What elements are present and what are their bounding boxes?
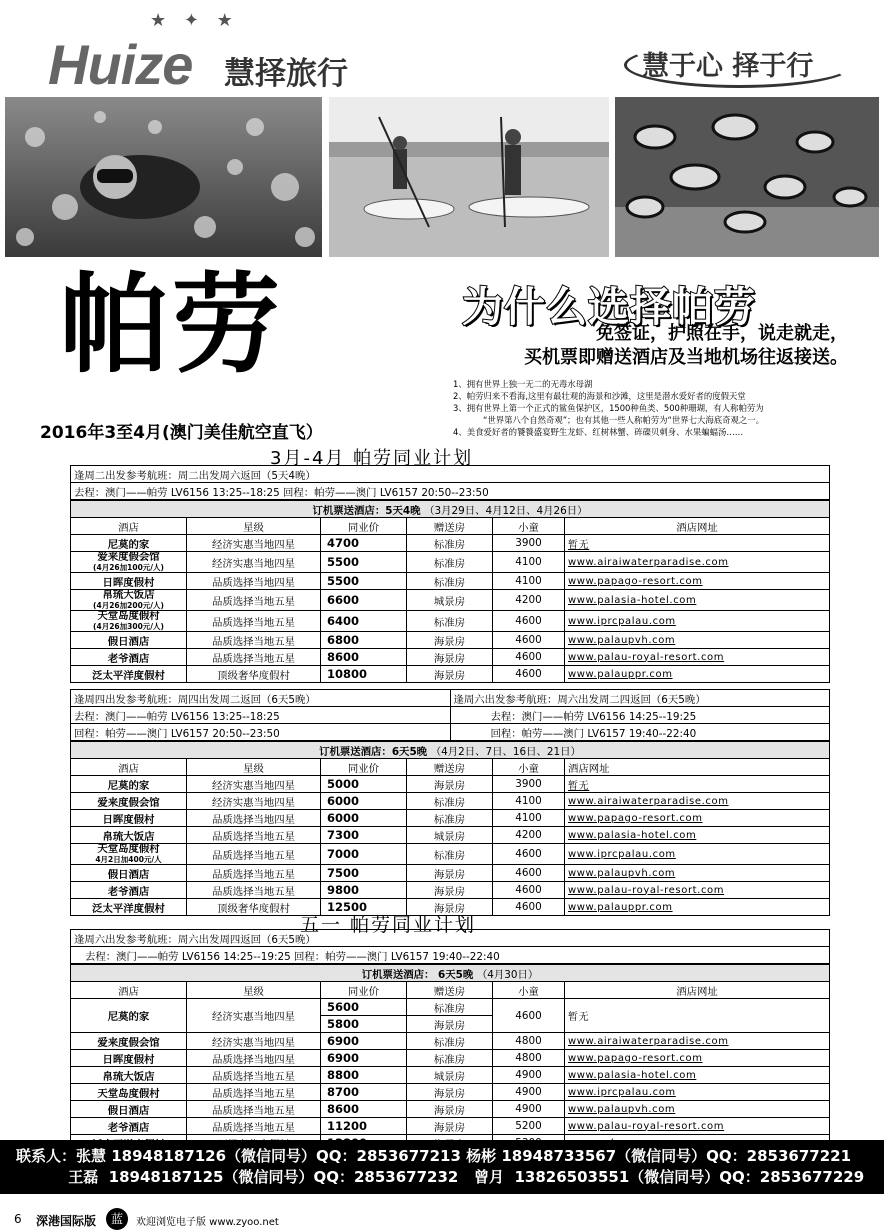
- plan2-table: [70, 689, 830, 916]
- hotel-name: [71, 1050, 187, 1067]
- feature-list: [453, 378, 883, 438]
- hotel-name: [71, 827, 187, 844]
- hotel-room: 海景房: [407, 1101, 493, 1118]
- table-row: [71, 666, 830, 683]
- hotel-name: [71, 844, 187, 865]
- hotel-star: 品质选择当地四星: [187, 810, 321, 827]
- date-line: 2016年3至4月(澳门美佳航空直飞）: [40, 423, 323, 443]
- destination-title: 帕劳: [60, 263, 285, 388]
- hotel-url[interactable]: www.airaiwaterparadise.com: [565, 552, 830, 573]
- hotel-child: 4600: [493, 649, 565, 666]
- hotel-name: [71, 590, 187, 611]
- hotel-price: 8800: [321, 1067, 407, 1084]
- feature-item: 3、拥有世界上第一个正式的鲨鱼保护区，1500种鱼类、500种珊瑚，有人称帕劳为: [453, 403, 764, 413]
- hotel-name: [71, 535, 187, 552]
- hotel-name: [71, 649, 187, 666]
- hotel-surcharge-note: (4月26加100元/人): [93, 563, 164, 572]
- hotel-star: 品质选择当地五星: [187, 611, 321, 632]
- footer: [0, 1203, 884, 1230]
- hotel-name: [71, 882, 187, 899]
- hotel-url[interactable]: www.iprcpalau.com: [565, 611, 830, 632]
- hotel-room: 标准房: [407, 999, 493, 1016]
- hotel-child: 3900: [493, 776, 565, 793]
- hotel-name: [71, 573, 187, 590]
- photo-jellyfish: [5, 97, 322, 257]
- hotel-star: 品质选择当地五星: [187, 1067, 321, 1084]
- hotel-url[interactable]: www.palauppr.com: [565, 899, 830, 916]
- hotel-name: [71, 810, 187, 827]
- hotel-url[interactable]: www.palasia-hotel.com: [565, 827, 830, 844]
- hotel-room: 海景房: [407, 649, 493, 666]
- flight-note: 逢周六出发参考航班：周六出发周四返回（6天5晚）: [71, 930, 830, 947]
- hotel-star: 经济实惠当地四星: [187, 999, 321, 1033]
- hotel-label: 爱来度假会馆: [97, 796, 160, 809]
- table-row: [71, 865, 830, 882]
- hotel-price: 8600: [321, 1101, 407, 1118]
- hotel-label: 爱来度假会馆: [97, 551, 160, 563]
- hotel-child: 4800: [493, 1033, 565, 1050]
- hotel-room: 标准房: [407, 535, 493, 552]
- page-number: 6: [14, 1212, 22, 1226]
- hotel-room: 标准房: [407, 552, 493, 573]
- hotel-price: 5500: [321, 573, 407, 590]
- hotel-name: [71, 1084, 187, 1101]
- hotel-child: 4600: [493, 999, 565, 1033]
- hotel-child: 4900: [493, 1101, 565, 1118]
- photo-fish: [615, 97, 879, 257]
- hotel-label: 老爷酒店: [107, 885, 150, 898]
- hotel-room: 标准房: [407, 793, 493, 810]
- col-star: 星级: [187, 982, 321, 999]
- hotel-url[interactable]: www.palasia-hotel.com: [565, 1067, 830, 1084]
- hotel-child: 4100: [493, 573, 565, 590]
- hotel-room: 海景房: [407, 865, 493, 882]
- hotel-price: 6400: [321, 611, 407, 632]
- hotel-star: 品质选择当地五星: [187, 827, 321, 844]
- hotel-name: [71, 865, 187, 882]
- package-dates: （4月2日、7日、16日、21日）: [430, 745, 581, 758]
- hotel-url[interactable]: www.papago-resort.com: [565, 573, 830, 590]
- hotel-price: 7300: [321, 827, 407, 844]
- hotel-child: 4600: [493, 844, 565, 865]
- hotel-label: 帛琉大饭店: [102, 589, 155, 601]
- col-hotel: 酒店: [71, 518, 187, 535]
- hotel-star: 品质选择当地五星: [187, 865, 321, 882]
- hotel-room: 标准房: [407, 1033, 493, 1050]
- why-title: 为什么选择帕劳: [462, 283, 756, 331]
- hotel-label: 日晖度假村: [102, 576, 155, 589]
- hotel-url[interactable]: www.iprcpalau.com: [565, 1084, 830, 1101]
- package-header: [71, 742, 830, 759]
- hotel-child: 4200: [493, 827, 565, 844]
- table-row: [71, 1067, 830, 1084]
- huize-logo: [40, 10, 370, 96]
- pitch-line: 买机票即赠送酒店及当地机场往返接送。: [524, 347, 848, 368]
- table-row: [71, 611, 830, 632]
- hotel-star: 品质选择当地五星: [187, 590, 321, 611]
- hotel-child: 4600: [493, 882, 565, 899]
- pitch: [468, 322, 848, 370]
- contact-line: 联系人：张慧 18948187126（微信同号）QQ：2853677213 杨彬 18948733567（微信同号）QQ：2853677221: [16, 1147, 852, 1165]
- slogan-badge: [620, 36, 870, 88]
- hotel-url: 暂无: [565, 535, 830, 552]
- flight-note-right: 逢周六出发参考航班：周六出发周二四返回（6天5晚）: [450, 690, 830, 707]
- col-room: 赠送房: [407, 982, 493, 999]
- table-row: [71, 793, 830, 810]
- hotel-price: 6600: [321, 590, 407, 611]
- col-room: 赠送房: [407, 518, 493, 535]
- hotel-label: 天堂岛度假村: [97, 610, 160, 622]
- hotel-star: 品质选择当地五星: [187, 1101, 321, 1118]
- plan3-table: [70, 929, 830, 1152]
- hotel-star: 经济实惠当地四星: [187, 793, 321, 810]
- hotel-name: 尼莫的家: [71, 999, 187, 1033]
- header-row: [71, 759, 830, 776]
- hotel-star: 品质选择当地五星: [187, 882, 321, 899]
- hotel-url[interactable]: www.palaupvh.com: [565, 865, 830, 882]
- table-row: [71, 649, 830, 666]
- col-hotel: 酒店: [71, 982, 187, 999]
- hotel-url[interactable]: www.palasia-hotel.com: [565, 590, 830, 611]
- photo-paddleboard: [329, 97, 609, 257]
- flight-line: 去程：澳门——帕劳 LV6156 14:25--19:25 回程：帕劳——澳门 LV6157 19:40--22:40: [71, 947, 830, 964]
- hotel-label: 天堂岛度假村: [97, 843, 160, 855]
- table-row: [71, 844, 830, 865]
- hotel-name: [71, 1033, 187, 1050]
- feature-item: 4、美食爱好者的饕餮盛宴野生龙虾、红树林蟹、砗磲贝刺身、水果蝙蝠汤……: [453, 427, 744, 437]
- flight-note-left: 逢周四出发参考航班：周四出发周二返回（6天5晚）: [71, 690, 451, 707]
- hotel-label: 泛太平洋度假村: [92, 669, 165, 682]
- hotel-room: 海景房: [407, 1084, 493, 1101]
- hotel-price: 10800: [321, 666, 407, 683]
- hotel-url[interactable]: www.papago-resort.com: [565, 810, 830, 827]
- hotel-label: 老爷酒店: [107, 652, 150, 665]
- plan1-title: 3月-4月 帕劳同业计划: [270, 448, 474, 469]
- hotel-price: 8600: [321, 649, 407, 666]
- hotel-star: 品质选择当地五星: [187, 844, 321, 865]
- hotel-child: 4600: [493, 865, 565, 882]
- hotel-label: 日晖度假村: [102, 1053, 155, 1066]
- stars-icon: ★ ✦ ★: [150, 10, 239, 31]
- contact-line: 王磊 18948187125（微信同号）QQ：2853677232 曾月 13826503551（微信同号）QQ：2853677229: [16, 1168, 865, 1186]
- hotel-url: 暂无: [565, 776, 830, 793]
- hotel-label: 假日酒店: [107, 635, 150, 648]
- hotel-price: 4700: [321, 535, 407, 552]
- table-row: [71, 882, 830, 899]
- hotel-url[interactable]: www.palau-royal-resort.com: [565, 882, 830, 899]
- return-left: 回程：帕劳——澳门 LV6157 20:50--23:50: [71, 724, 451, 741]
- hotel-name: [71, 776, 187, 793]
- hotel-star: 品质选择当地四星: [187, 573, 321, 590]
- hotel-label: 尼莫的家: [107, 779, 150, 792]
- col-child: 小童: [493, 982, 565, 999]
- hotel-price: 5600: [321, 999, 407, 1016]
- hotel-price: 7500: [321, 865, 407, 882]
- hotel-room: 海景房: [407, 1016, 493, 1033]
- header-row: [71, 982, 830, 999]
- hotel-price: 5500: [321, 552, 407, 573]
- table-row: [71, 573, 830, 590]
- edition-badge-icon: 蓝: [106, 1208, 128, 1230]
- hotel-price: 6800: [321, 632, 407, 649]
- table-row: [71, 776, 830, 793]
- hotel-child: 4100: [493, 810, 565, 827]
- hotel-room: 标准房: [407, 844, 493, 865]
- package-dates: （3月29日、4月12日、4月26日）: [424, 504, 588, 517]
- hotel-child: 4900: [493, 1067, 565, 1084]
- hotel-price: 8700: [321, 1084, 407, 1101]
- hotel-room: 海景房: [407, 1118, 493, 1135]
- hotel-child: 4800: [493, 1050, 565, 1067]
- col-room: 赠送房: [407, 759, 493, 776]
- hotel-child: 4600: [493, 632, 565, 649]
- edition-label: 深港国际版: [36, 1214, 97, 1228]
- outbound-left: 去程：澳门——帕劳 LV6156 13:25--18:25: [71, 707, 451, 724]
- package-label: 订机票送酒店： 6天5晚: [361, 968, 474, 981]
- hotel-price: 6900: [321, 1050, 407, 1067]
- hotel-name: [71, 611, 187, 632]
- package-label: 订机票送酒店：6天5晚: [319, 745, 428, 758]
- hotel-name: [71, 793, 187, 810]
- feature-item: 2、帕劳归来不看海,这里有最壮观的海景和沙滩，这里是潜水爱好者的度假天堂: [453, 391, 746, 401]
- package-label: 订机票送酒店：5天4晚: [312, 504, 421, 517]
- hotel-url: 暂无: [565, 999, 830, 1033]
- hotel-star: 顶级奢华度假村: [187, 899, 321, 916]
- hotel-child: 4600: [493, 611, 565, 632]
- package-header: [71, 501, 830, 518]
- flight-note: 逢周二出发参考航班：周二出发周六返回（5天4晚）: [71, 466, 830, 483]
- hotel-room: 城景房: [407, 827, 493, 844]
- hotel-star: 经济实惠当地四星: [187, 535, 321, 552]
- hotel-room: 标准房: [407, 573, 493, 590]
- hotel-price: 6000: [321, 793, 407, 810]
- hotel-label: 帛琉大饭店: [102, 1070, 155, 1083]
- table-row: [71, 1084, 830, 1101]
- hotel-url[interactable]: www.papago-resort.com: [565, 1050, 830, 1067]
- table-row: [71, 810, 830, 827]
- hotel-star: 经济实惠当地四星: [187, 1033, 321, 1050]
- hotel-room: 标准房: [407, 611, 493, 632]
- hotel-url[interactable]: www.palaupvh.com: [565, 632, 830, 649]
- hotel-room: 标准房: [407, 1050, 493, 1067]
- hotel-star: 经济实惠当地四星: [187, 552, 321, 573]
- package-dates: （4月30日）: [476, 968, 539, 981]
- slogan-text: 慧于心 择于行: [642, 51, 814, 82]
- plan1-table: [70, 465, 830, 683]
- hotel-room: 海景房: [407, 882, 493, 899]
- feature-item: “世界第八个自然奇观”；也有其他一些人称帕劳为“世界七大海底奇观之一。: [483, 415, 765, 425]
- hotel-surcharge-note: (4月26加300元/人): [93, 622, 164, 631]
- hotel-url[interactable]: www.palaupvh.com: [565, 1101, 830, 1118]
- hotel-child: 4100: [493, 793, 565, 810]
- outbound-right: 去程：澳门——帕劳 LV6156 14:25--19:25: [450, 707, 830, 724]
- return-right: 回程：帕劳——澳门 LV6157 19:40--22:40: [450, 724, 830, 741]
- hotel-name: [71, 1101, 187, 1118]
- table-row: [71, 999, 830, 1016]
- col-star: 星级: [187, 518, 321, 535]
- hotel-room: 城景房: [407, 590, 493, 611]
- table-row: [71, 827, 830, 844]
- hotel-room: 标准房: [407, 810, 493, 827]
- header-row: [71, 518, 830, 535]
- col-url: 酒店网址: [565, 982, 830, 999]
- hotel-url[interactable]: www.airaiwaterparadise.com: [565, 793, 830, 810]
- hotel-child: 4900: [493, 1084, 565, 1101]
- col-price: 同业价: [321, 518, 407, 535]
- hotel-room: 海景房: [407, 776, 493, 793]
- hotel-label: 天堂岛度假村: [97, 1087, 160, 1100]
- hotel-name: [71, 666, 187, 683]
- col-hotel: 酒店: [71, 759, 187, 776]
- plan3-title: 五一 帕劳同业计划: [300, 914, 477, 936]
- hotel-star: 经济实惠当地四星: [187, 776, 321, 793]
- hotel-name: [71, 1118, 187, 1135]
- hotel-child: 4200: [493, 590, 565, 611]
- visit-link[interactable]: 欢迎浏览电子版 www.zyoo.net: [136, 1217, 279, 1228]
- hotel-price: 12500: [321, 899, 407, 916]
- hotel-url[interactable]: www.palau-royal-resort.com: [565, 649, 830, 666]
- hotel-price: 6900: [321, 1033, 407, 1050]
- contact-bar: [0, 1140, 884, 1194]
- hotel-room: 海景房: [407, 632, 493, 649]
- table-row: [71, 1101, 830, 1118]
- table-row: [71, 535, 830, 552]
- hotel-child: 4600: [493, 666, 565, 683]
- table-row: [71, 1033, 830, 1050]
- hotel-room: 海景房: [407, 666, 493, 683]
- logo-latin: Huize: [48, 33, 193, 96]
- flight-line: 去程：澳门——帕劳 LV6156 13:25--18:25 回程：帕劳——澳门 LV6157 20:50--23:50: [71, 483, 830, 500]
- hotel-child: 4100: [493, 552, 565, 573]
- table-row: [71, 590, 830, 611]
- hotel-label: 老爷酒店: [107, 1121, 150, 1134]
- hotel-label: 泛太平洋度假村: [92, 902, 165, 915]
- pitch-line: 免签证，护照在手，说走就走，: [596, 323, 848, 344]
- hotel-price: 5800: [321, 1016, 407, 1033]
- hotel-name: [71, 899, 187, 916]
- hotel-star: 品质选择当地五星: [187, 649, 321, 666]
- hotel-name: [71, 1067, 187, 1084]
- hotel-label: 尼莫的家: [107, 538, 150, 551]
- col-star: 星级: [187, 759, 321, 776]
- hotel-name: [71, 632, 187, 649]
- hotel-room: 城景房: [407, 1067, 493, 1084]
- table-row: [71, 552, 830, 573]
- hotel-price: 11200: [321, 1118, 407, 1135]
- hotel-url[interactable]: www.palauppr.com: [565, 666, 830, 683]
- hotel-name: [71, 552, 187, 573]
- package-header: [71, 965, 830, 982]
- hotel-label: 假日酒店: [107, 868, 150, 881]
- hotel-child: 3900: [493, 535, 565, 552]
- hotel-url[interactable]: www.palau-royal-resort.com: [565, 1118, 830, 1135]
- hotel-url[interactable]: www.iprcpalau.com: [565, 844, 830, 865]
- hotel-child: 4600: [493, 899, 565, 916]
- table-row: [71, 1118, 830, 1135]
- hotel-price: 9800: [321, 882, 407, 899]
- logo-cn: 慧择旅行: [224, 56, 348, 92]
- hotel-url[interactable]: www.airaiwaterparadise.com: [565, 1033, 830, 1050]
- hotel-star: 品质选择当地五星: [187, 1084, 321, 1101]
- feature-item: 1、拥有世界上独一无二的无毒水母湖: [453, 379, 593, 389]
- hotel-label: 帛琉大饭店: [102, 830, 155, 843]
- col-child: 小童: [493, 759, 565, 776]
- hotel-label: 假日酒店: [107, 1104, 150, 1117]
- col-price: 同业价: [321, 759, 407, 776]
- hotel-room: 海景房: [407, 899, 493, 916]
- col-url: 酒店网址: [565, 759, 830, 776]
- hotel-label: 日晖度假村: [102, 813, 155, 826]
- col-child: 小童: [493, 518, 565, 535]
- col-url: 酒店网址: [565, 518, 830, 535]
- hotel-star: 品质选择当地五星: [187, 1118, 321, 1135]
- hotel-price: 6000: [321, 810, 407, 827]
- hotel-star: 品质选择当地四星: [187, 1050, 321, 1067]
- hotel-label: 爱来度假会馆: [97, 1036, 160, 1049]
- hotel-price: 5000: [321, 776, 407, 793]
- hotel-child: 5200: [493, 1118, 565, 1135]
- hotel-star: 顶级奢华度假村: [187, 666, 321, 683]
- table-row: [71, 632, 830, 649]
- col-price: 同业价: [321, 982, 407, 999]
- table-row: [71, 1050, 830, 1067]
- hotel-surcharge-note: (4月26加200元/人): [93, 601, 164, 610]
- hotel-price: 7000: [321, 844, 407, 865]
- hotel-surcharge-note: 4月2日加400元/人: [95, 855, 162, 864]
- hotel-star: 品质选择当地五星: [187, 632, 321, 649]
